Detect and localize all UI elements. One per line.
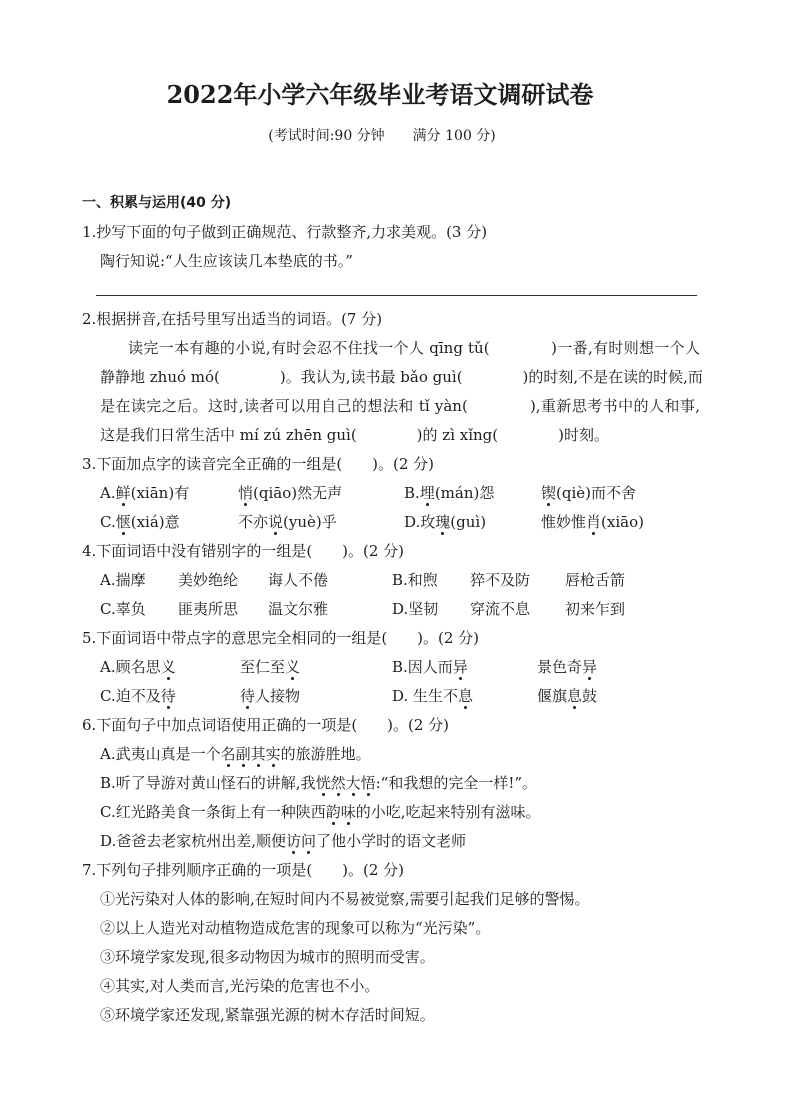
question-6-stem: 6.下面句子中加点词语使用正确的一项是( )。(2 分) <box>82 716 450 734</box>
question-2-passage-line: 这是我们日常生活中 mí zú zhēn guì( )的 zì xǐng( )时刻。 <box>100 426 609 444</box>
question-5-options-row <box>82 682 700 711</box>
option-c-word: C.辜负 <box>100 600 146 618</box>
question-1-quote: 陶行知说:“人生应该读几本垫底的书。” <box>100 252 353 270</box>
question-6-option-a: A.武夷山真是一个名副其实的旅游胜地。 <box>100 745 371 763</box>
emphasis-dot-char: 义 <box>160 658 176 676</box>
emphasis-dot-char: 实 <box>265 745 281 763</box>
option-b-word: B.因人而异 <box>392 658 468 676</box>
question-7-sentence: ④其实,对人类而言,光污染的危害也不小。 <box>100 977 380 995</box>
option-d-word: 偃旗息鼓 <box>537 687 598 705</box>
question-7-sentence: ③环境学家发现,很多动物因为城市的照明而受害。 <box>100 948 435 966</box>
option-a-word: A.顾名思义 <box>100 658 176 676</box>
emphasis-dot-char: 悄 <box>238 484 254 502</box>
option-d-word: D.坚韧 <box>392 600 439 618</box>
emphasis-dot-char: 味 <box>340 803 356 821</box>
emphasis-dot-char: 瑰 <box>435 513 451 531</box>
option-c-word: C.迫不及待 <box>100 687 176 705</box>
option-b-word: 猝不及防 <box>470 571 531 589</box>
question-1-stem: 1.抄写下面的句子做到正确规范、行款整齐,力求美观。(3 分) <box>82 223 488 241</box>
option-a-word: 至仁至义 <box>240 658 301 676</box>
emphasis-dot-char: 悟 <box>360 774 376 792</box>
option-c-word: 温文尔雅 <box>268 600 329 618</box>
emphasis-dot-char: 访 <box>286 832 302 850</box>
option-b-word: 景色奇异 <box>537 658 598 676</box>
option-d-item: D.玫瑰(guì) <box>404 513 487 531</box>
emphasis-dot-char: 待 <box>160 687 176 705</box>
option-a-word: 美妙绝纶 <box>178 571 239 589</box>
emphasis-dot-char: 副 <box>235 745 251 763</box>
question-7-stem: 7.下列句子排列顺序正确的一项是( )。(2 分) <box>82 861 405 879</box>
emphasis-dot-char: 然 <box>330 774 346 792</box>
section-heading: 一、积累与运用(40 分) <box>82 195 232 211</box>
option-a-word: 诲人不倦 <box>268 571 329 589</box>
emphasis-dot-char: 韵 <box>325 803 341 821</box>
question-6-option-d: D.爸爸去老家杭州出差,顺便访问了他小学时的语文老师 <box>100 832 467 850</box>
emphasis-dot-char: 义 <box>285 658 301 676</box>
option-d-item: 惟妙惟肖(xiāo) <box>541 513 644 531</box>
emphasis-dot-char: 说 <box>268 513 284 531</box>
question-5-stem: 5.下面词语中带点字的意思完全相同的一组是( )。(2 分) <box>82 629 480 647</box>
option-d-word: D. 生生不息 <box>392 687 474 705</box>
emphasis-dot-char: 大 <box>345 774 361 792</box>
option-a-item: A.鲜(xiān)有 <box>100 484 190 502</box>
question-2-stem: 2.根据拼音,在括号里写出适当的词语。(7 分) <box>82 310 383 328</box>
emphasis-dot-char: 异 <box>582 658 598 676</box>
emphasis-dot-char: 息 <box>458 687 474 705</box>
question-2-passage-line: 是在读完之后。这时,读者可以用自己的想法和 tǐ yàn( ),重新思考书中的人和事, <box>100 397 700 415</box>
question-2-passage-line: 读完一本有趣的小说,有时会忍不住找一个人 qīng tǔ( )一番,有时则想一个人 <box>128 339 700 357</box>
option-c-word: 待人接物 <box>240 687 301 705</box>
option-b-item: B.埋(mán)怨 <box>404 484 495 502</box>
emphasis-dot-char: 锲 <box>541 484 557 502</box>
option-c-word: 匪夷所思 <box>178 600 239 618</box>
emphasis-dot-char: 名 <box>220 745 236 763</box>
emphasis-dot-char: 待 <box>240 687 256 705</box>
question-3-stem: 3.下面加点字的读音完全正确的一组是( )。(2 分) <box>82 455 435 473</box>
emphasis-dot-char: 惬 <box>115 513 131 531</box>
option-b-item: 锲(qiè)而不舍 <box>541 484 636 502</box>
question-2-passage-line: 静静地 zhuó mó( )。我认为,读书最 bǎo guì( )的时刻,不是在读的时候,而 <box>100 368 703 386</box>
question-5-options-row <box>82 653 700 682</box>
exam-subtitle: (考试时间:90 分钟 满分 100 分) <box>268 128 496 144</box>
question-4-options-row <box>82 566 700 595</box>
question-7-sentence: ②以上人造光对动植物造成危害的现象可以称为“光污染”。 <box>100 919 491 937</box>
question-7-sentence: ⑤环境学家还发现,紧靠强光源的树木存活时间短。 <box>100 1006 435 1024</box>
emphasis-dot-char: 埋 <box>419 484 435 502</box>
answer-writing-line <box>96 295 697 296</box>
question-4-options-row <box>82 595 700 624</box>
exam-content <box>82 189 703 1030</box>
option-b-word: 唇枪舌箭 <box>565 571 626 589</box>
option-d-word: 穿流不息 <box>470 600 531 618</box>
emphasis-dot-char: 异 <box>452 658 468 676</box>
question-6-option-c: C.红光路美食一条街上有一种陕西韵味的小吃,吃起来特别有滋味。 <box>100 803 541 821</box>
option-d-word: 初来乍到 <box>565 600 626 618</box>
question-3-options-row <box>82 479 700 508</box>
emphasis-dot-char: 其 <box>250 745 266 763</box>
question-7-sentence: ①光污染对人体的影响,在短时间内不易被觉察,需要引起我们足够的警惕。 <box>100 890 590 908</box>
emphasis-dot-char: 问 <box>301 832 317 850</box>
emphasis-dot-char: 恍 <box>315 774 331 792</box>
option-b-word: B.和煦 <box>392 571 438 589</box>
option-a-item: 悄(qiāo)然无声 <box>238 484 343 502</box>
emphasis-dot-char: 肖 <box>586 513 602 531</box>
question-3-options-row <box>82 508 700 537</box>
option-a-word: A.揣摩 <box>100 571 146 589</box>
exam-title: 2022年小学六年级毕业考语文调研试卷 <box>166 80 594 109</box>
emphasis-dot-char: 鲜 <box>115 484 131 502</box>
emphasis-dot-char: 息 <box>567 687 583 705</box>
answer-writing-area <box>82 276 700 305</box>
question-4-stem: 4.下面词语中没有错别字的一组是( )。(2 分) <box>82 542 405 560</box>
option-c-item: 不亦说(yuè)乎 <box>238 513 337 531</box>
question-6-option-b: B.听了导游对黄山怪石的讲解,我恍然大悟:“和我想的完全一样!”。 <box>100 774 538 792</box>
option-c-item: C.惬(xiá)意 <box>100 513 180 531</box>
